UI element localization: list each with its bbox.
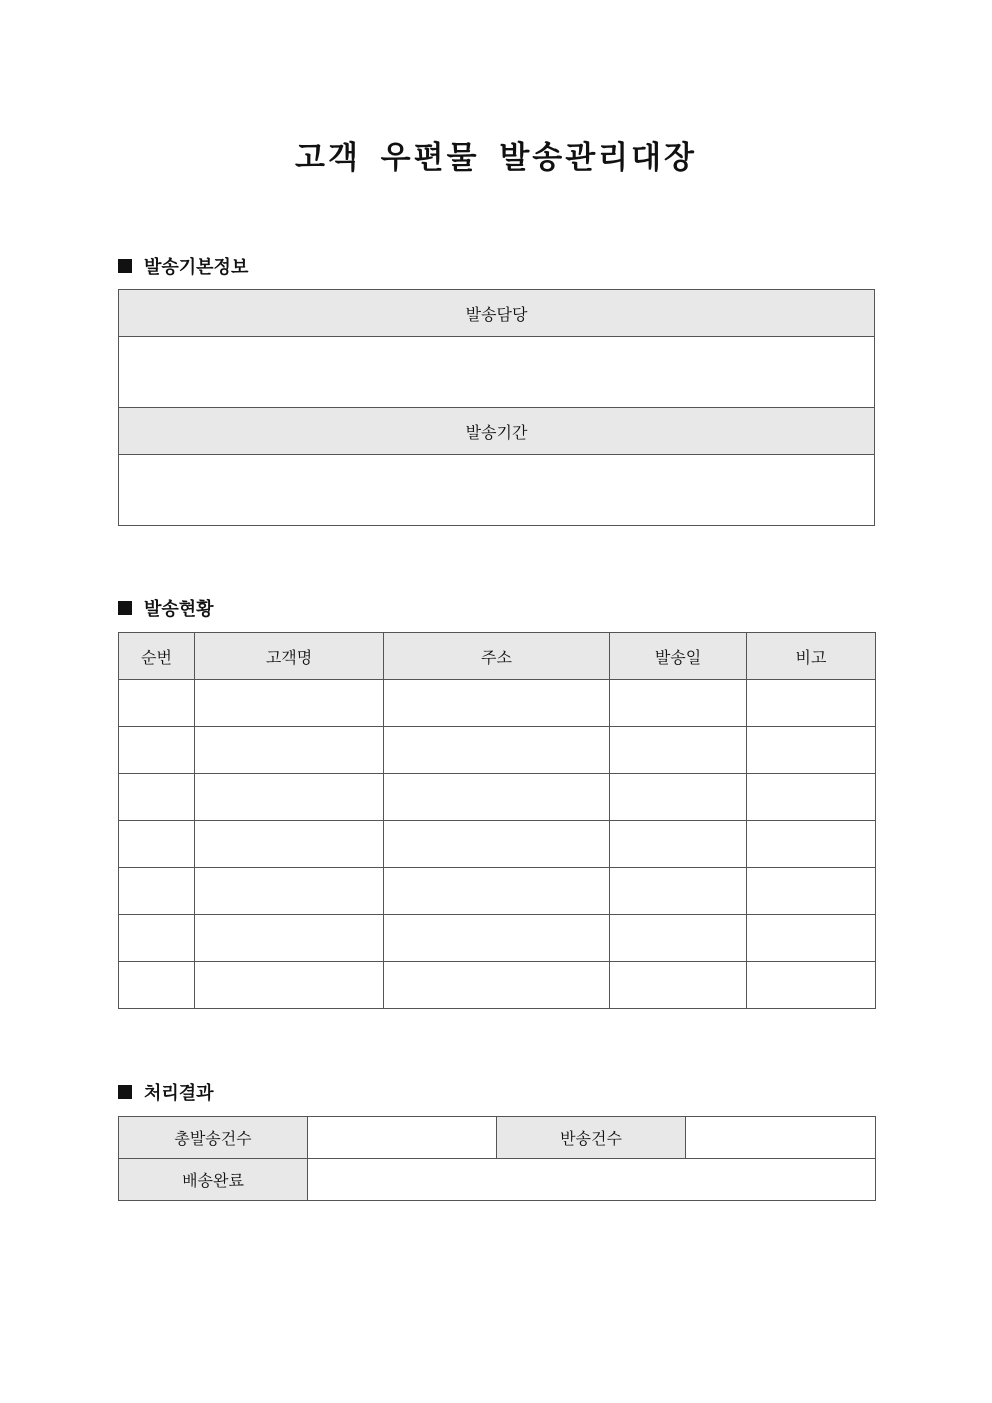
table-cell[interactable] bbox=[195, 868, 384, 915]
table-row bbox=[119, 915, 876, 962]
table-cell[interactable] bbox=[384, 915, 610, 962]
table-cell[interactable] bbox=[119, 962, 195, 1009]
square-bullet-icon bbox=[118, 601, 132, 615]
table-cell[interactable] bbox=[747, 868, 876, 915]
column-header-date: 발송일 bbox=[610, 633, 747, 680]
column-header-note: 비고 bbox=[747, 633, 876, 680]
result-row-delivered bbox=[119, 1159, 876, 1201]
table-cell[interactable] bbox=[119, 868, 195, 915]
column-header-address: 주소 bbox=[384, 633, 610, 680]
table-cell[interactable] bbox=[384, 868, 610, 915]
table-cell[interactable] bbox=[195, 727, 384, 774]
table-row bbox=[119, 774, 876, 821]
section-heading-result-label: 처리결과 bbox=[144, 1083, 214, 1104]
status-table bbox=[118, 632, 876, 1009]
table-cell[interactable] bbox=[384, 774, 610, 821]
table-cell[interactable] bbox=[610, 821, 747, 868]
table-cell[interactable] bbox=[195, 962, 384, 1009]
returned-count-value-cell[interactable] bbox=[686, 1117, 876, 1159]
table-cell[interactable] bbox=[610, 868, 747, 915]
table-row bbox=[119, 680, 876, 727]
table-cell[interactable] bbox=[747, 821, 876, 868]
table-cell[interactable] bbox=[119, 680, 195, 727]
basic-info-table bbox=[118, 289, 875, 526]
delivered-label-cell: 배송완료 bbox=[119, 1159, 308, 1201]
table-cell[interactable] bbox=[195, 915, 384, 962]
section-heading-result bbox=[118, 1079, 214, 1105]
table-cell[interactable] bbox=[119, 821, 195, 868]
square-bullet-icon bbox=[118, 1085, 132, 1099]
returned-count-label-cell: 반송건수 bbox=[497, 1117, 686, 1159]
table-cell[interactable] bbox=[610, 680, 747, 727]
table-cell[interactable] bbox=[747, 680, 876, 727]
section-heading-basic-label: 발송기본정보 bbox=[144, 257, 249, 278]
table-cell[interactable] bbox=[610, 774, 747, 821]
table-cell[interactable] bbox=[384, 727, 610, 774]
total-count-value-cell[interactable] bbox=[308, 1117, 497, 1159]
table-cell[interactable] bbox=[610, 915, 747, 962]
table-row bbox=[119, 821, 876, 868]
table-cell[interactable] bbox=[384, 680, 610, 727]
table-cell[interactable] bbox=[610, 962, 747, 1009]
table-cell[interactable] bbox=[119, 727, 195, 774]
period-value-cell[interactable] bbox=[119, 455, 875, 526]
column-header-seq: 순번 bbox=[119, 633, 195, 680]
section-heading-basic bbox=[118, 253, 248, 279]
table-cell[interactable] bbox=[610, 727, 747, 774]
table-cell[interactable] bbox=[747, 915, 876, 962]
section-heading-status bbox=[118, 595, 214, 621]
page-title: 고객 우편물 발송관리대장 bbox=[295, 140, 697, 176]
table-cell[interactable] bbox=[195, 680, 384, 727]
table-cell[interactable] bbox=[195, 821, 384, 868]
table-cell[interactable] bbox=[119, 915, 195, 962]
square-bullet-icon bbox=[118, 259, 132, 273]
table-cell[interactable] bbox=[384, 962, 610, 1009]
table-cell[interactable] bbox=[747, 774, 876, 821]
manager-label-cell: 발송담당 bbox=[119, 290, 875, 337]
table-cell[interactable] bbox=[384, 821, 610, 868]
table-row bbox=[119, 962, 876, 1009]
section-heading-status-label: 발송현황 bbox=[144, 599, 214, 620]
table-cell[interactable] bbox=[119, 774, 195, 821]
table-row bbox=[119, 868, 876, 915]
column-header-customer: 고객명 bbox=[195, 633, 384, 680]
table-cell[interactable] bbox=[747, 962, 876, 1009]
status-header-row bbox=[119, 633, 876, 680]
result-row-counts bbox=[119, 1117, 876, 1159]
table-row bbox=[119, 727, 876, 774]
delivered-value-cell[interactable] bbox=[308, 1159, 876, 1201]
result-table bbox=[118, 1116, 876, 1201]
manager-value-cell[interactable] bbox=[119, 337, 875, 408]
table-cell[interactable] bbox=[195, 774, 384, 821]
table-cell[interactable] bbox=[747, 727, 876, 774]
period-label-cell: 발송기간 bbox=[119, 408, 875, 455]
total-count-label-cell: 총발송건수 bbox=[119, 1117, 308, 1159]
